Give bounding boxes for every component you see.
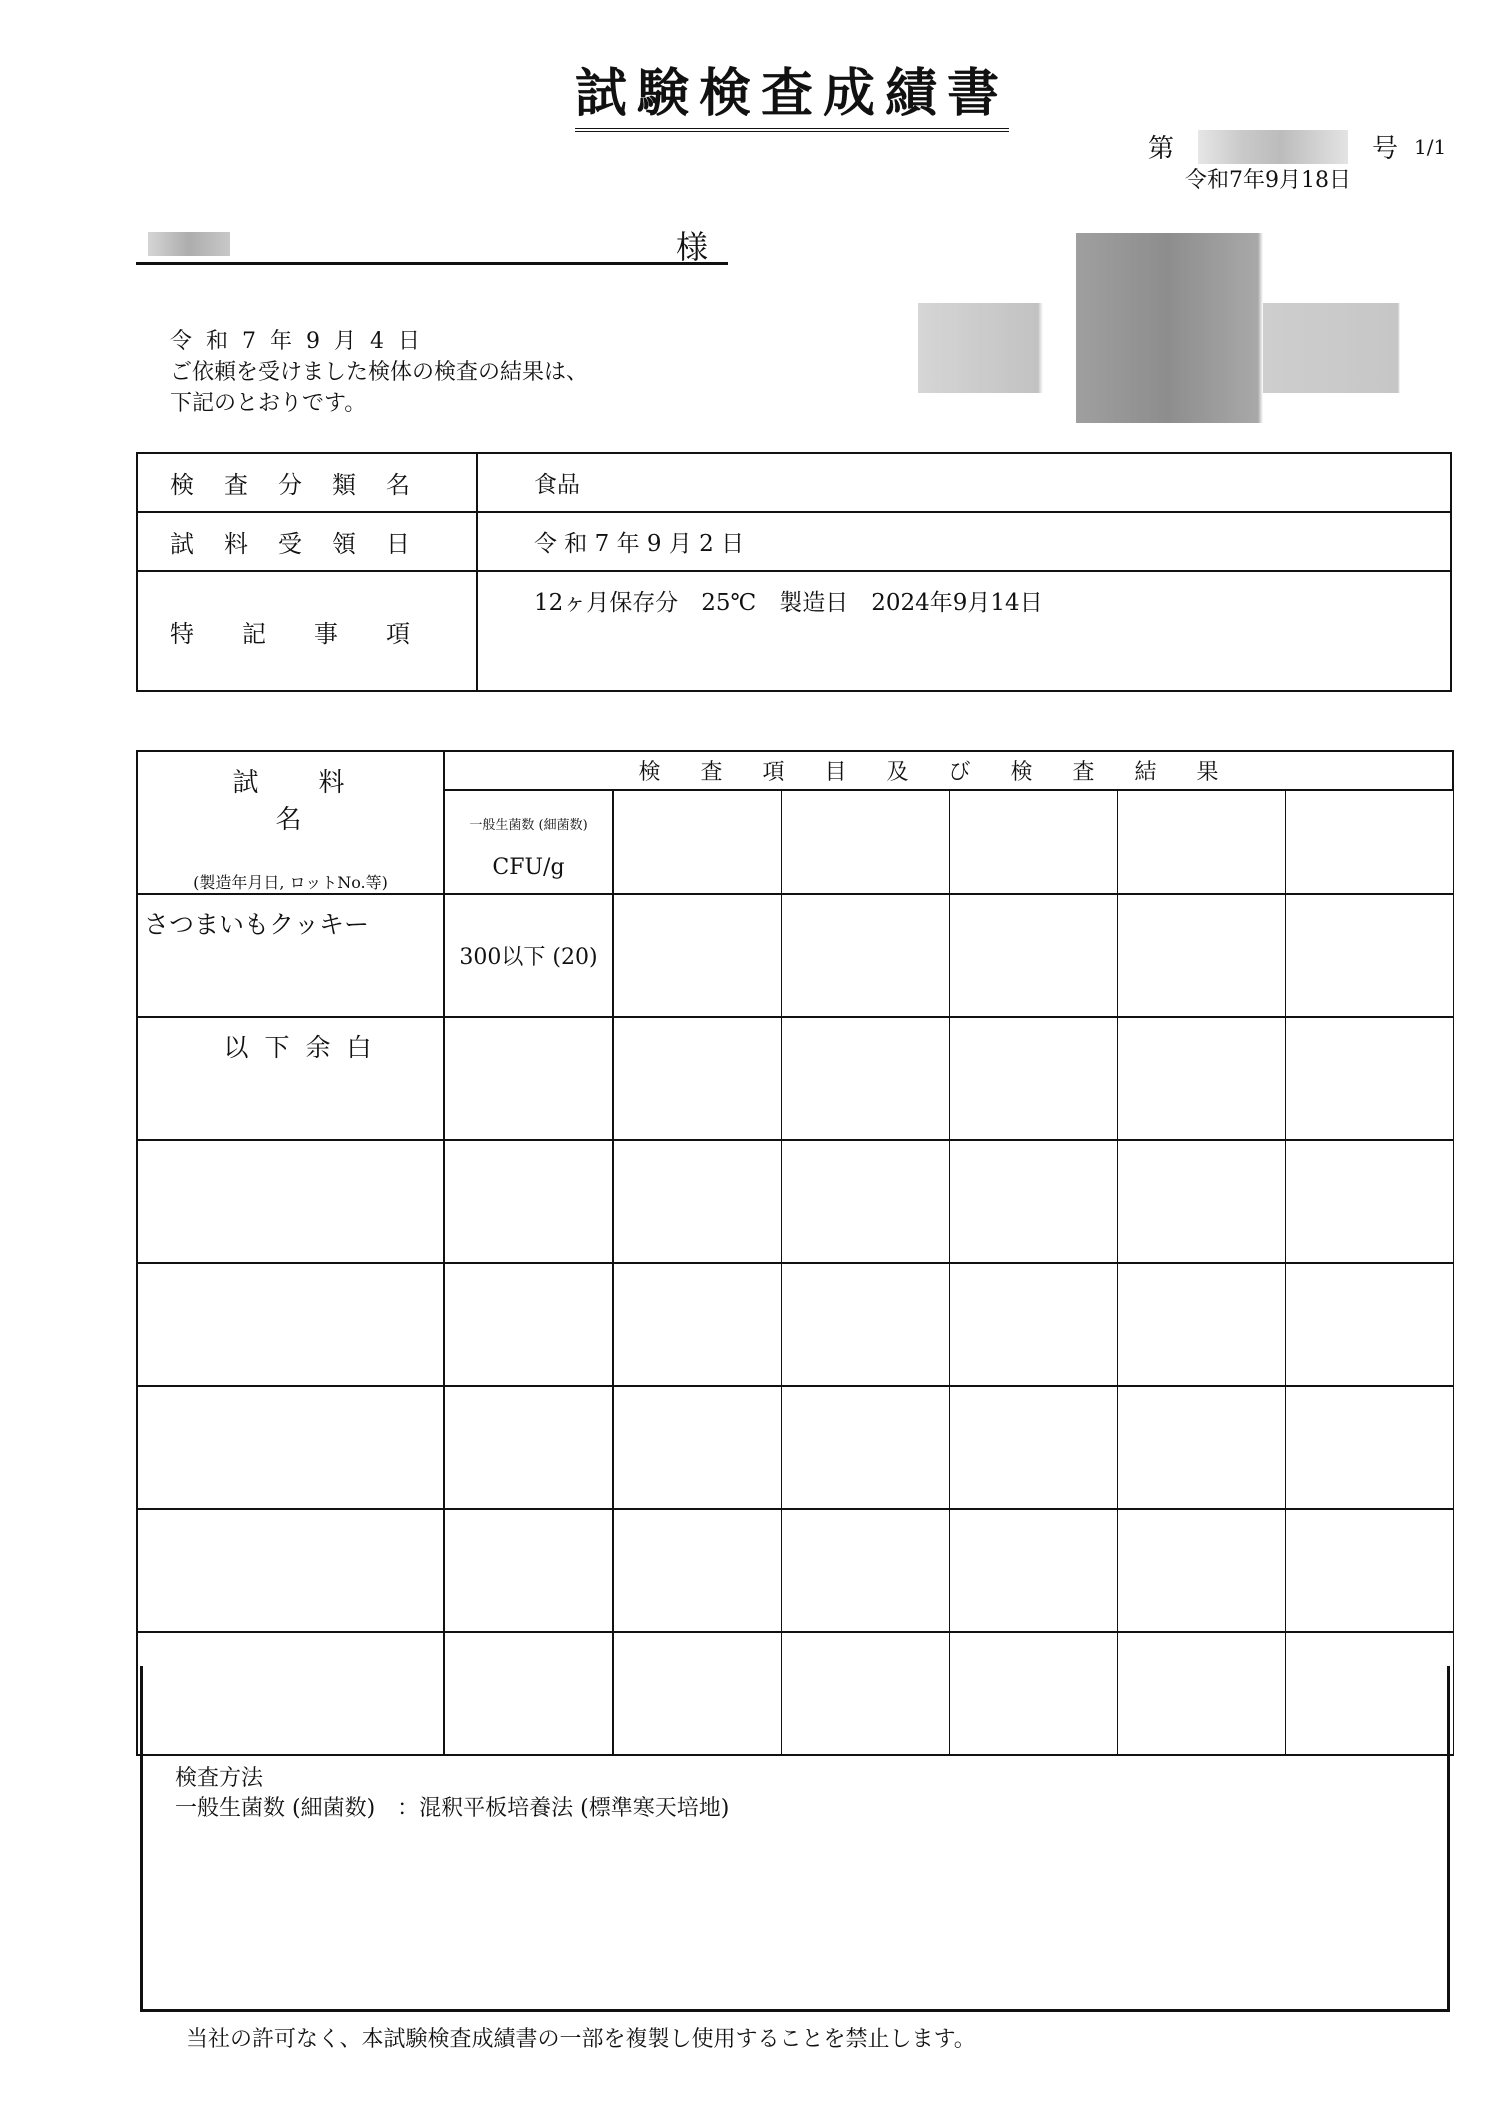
method-line: 一般生菌数 (細菌数) ：混釈平板培養法 (標準寒天培地) <box>175 1796 730 1821</box>
addressee-line <box>136 222 728 265</box>
document-title: 試験検査成績書 <box>575 62 1009 132</box>
result-cell <box>1117 1140 1285 1263</box>
result-cell <box>1117 1263 1285 1386</box>
result-cell <box>444 1509 613 1632</box>
result-cell <box>781 1509 949 1632</box>
result-cell <box>1285 1509 1453 1632</box>
label-char: 査 <box>224 471 248 499</box>
sample-name-cell <box>137 1509 444 1632</box>
result-cell <box>1285 894 1453 1017</box>
sample-header-label: 試料名 <box>232 768 405 835</box>
info-row <box>137 512 1451 571</box>
result-cell <box>781 1263 949 1386</box>
page-number: 1/1 <box>1414 134 1447 159</box>
redacted-number <box>1198 130 1348 164</box>
table-row <box>137 894 1453 1017</box>
table-row <box>137 1386 1453 1509</box>
sample-name-cell <box>137 1140 444 1263</box>
results-header-row <box>137 751 1453 790</box>
label-char: 事 <box>314 619 338 648</box>
result-cell <box>1285 1386 1453 1509</box>
result-cell <box>613 1509 781 1632</box>
intro-text <box>170 326 588 419</box>
result-cell <box>1117 894 1285 1017</box>
result-cell <box>444 1140 613 1263</box>
table-row <box>137 1017 1453 1140</box>
item-header <box>781 790 949 894</box>
result-cell <box>949 1386 1117 1509</box>
sample-name-cell <box>137 1386 444 1509</box>
item-header <box>949 790 1117 894</box>
result-cell <box>444 1263 613 1386</box>
result-cell <box>781 1017 949 1140</box>
result-cell <box>1117 1017 1285 1140</box>
method-heading: 検査方法 <box>175 1766 264 1791</box>
result-cell <box>949 1509 1117 1632</box>
label-char: 料 <box>224 530 248 558</box>
label-char: 領 <box>332 530 356 558</box>
item-name: 一般生菌数 (細菌数) <box>469 818 588 833</box>
result-cell <box>949 1263 1117 1386</box>
label-char: 特 <box>170 619 194 648</box>
info-label <box>137 453 477 512</box>
result-cell <box>1285 1017 1453 1140</box>
result-cell <box>613 1140 781 1263</box>
info-value: 12ヶ月保存分 25℃ 製造日 2024年9月14日 <box>477 571 1451 691</box>
result-cell <box>613 894 781 1017</box>
result-cell <box>781 894 949 1017</box>
result-cell <box>1285 1140 1453 1263</box>
item-header <box>1117 790 1285 894</box>
label-char: 名 <box>386 471 410 499</box>
item-header <box>444 790 613 894</box>
item-unit: CFU/g <box>492 855 565 880</box>
info-value: 令 和 7 年 9 月 2 日 <box>477 512 1451 571</box>
label-char: 日 <box>386 530 410 558</box>
number-prefix: 第 <box>1148 134 1175 164</box>
info-row <box>137 453 1451 512</box>
info-label <box>137 571 477 691</box>
result-cell <box>444 1386 613 1509</box>
sample-name-cell <box>137 1263 444 1386</box>
footer-notice: 当社の許可なく、本試験検査成績書の一部を複製し使用することを禁止します。 <box>186 2027 976 2052</box>
results-table <box>136 750 1454 1756</box>
sample-subheader-label: (製造年月日, ロットNo.等) <box>193 873 388 892</box>
result-cell <box>781 1140 949 1263</box>
result-cell <box>613 1263 781 1386</box>
label-char: 試 <box>170 530 194 558</box>
result-cell <box>949 1140 1117 1263</box>
label-char: 項 <box>386 619 410 648</box>
result-cell: 300以下 (20) <box>444 894 613 1017</box>
number-suffix: 号 <box>1372 134 1399 164</box>
label-char: 類 <box>332 471 356 499</box>
intro-line-1: ご依頼を受けました検体の検査の結果は、 <box>170 360 589 385</box>
table-row <box>137 1263 1453 1386</box>
result-cell <box>781 1386 949 1509</box>
result-cell <box>444 1017 613 1140</box>
label-char: 分 <box>278 471 302 499</box>
result-cell <box>949 894 1117 1017</box>
info-row <box>137 571 1451 691</box>
sample-name-cell: さつまいもクッキー <box>137 894 444 1017</box>
label-char: 記 <box>242 619 266 648</box>
result-cell <box>1117 1386 1285 1509</box>
intro-line-2: 下記のとおりです。 <box>170 391 367 416</box>
info-table <box>136 452 1452 692</box>
table-row <box>137 1140 1453 1263</box>
item-header <box>613 790 781 894</box>
redacted-issuer-block <box>918 233 1418 423</box>
sample-name-header <box>137 751 444 894</box>
info-value: 食品 <box>477 453 1451 512</box>
result-cell <box>949 1017 1117 1140</box>
method-box <box>140 1666 1450 2012</box>
document-number <box>1148 128 1446 165</box>
issue-date: 令和7年9月18日 <box>1185 168 1351 193</box>
result-cell <box>613 1386 781 1509</box>
honorific: 様 <box>675 228 708 266</box>
result-cell <box>1117 1509 1285 1632</box>
result-cell <box>613 1017 781 1140</box>
table-row <box>137 1509 1453 1632</box>
request-date: 令和7年9月4日 <box>170 329 434 354</box>
label-char: 検 <box>170 471 194 499</box>
sample-name-cell: 以下余白 <box>137 1017 444 1140</box>
result-cell <box>1285 1263 1453 1386</box>
redacted-addressee <box>148 232 230 256</box>
info-label <box>137 512 477 571</box>
label-char: 受 <box>278 530 302 558</box>
method-text <box>175 1764 729 1824</box>
items-span-header: 検査項目及び検査結果 <box>444 751 1453 790</box>
item-header <box>1285 790 1453 894</box>
